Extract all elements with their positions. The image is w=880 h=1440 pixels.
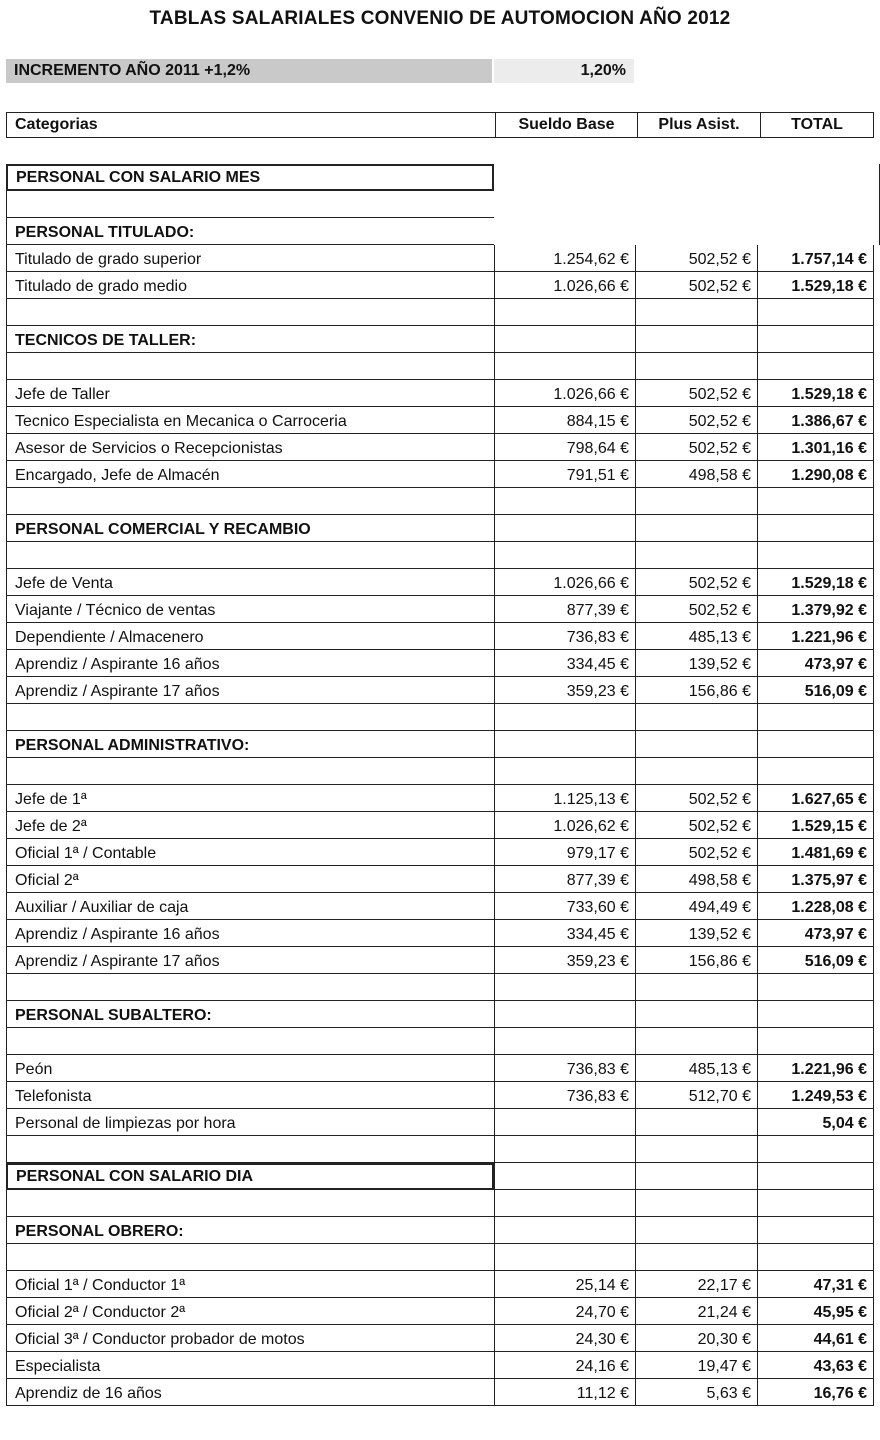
- table-row: [0, 1379, 880, 1406]
- category-cell: Oficial 3ª / Conductor probador de motos: [6, 1325, 494, 1352]
- category-cell: Telefonista: [6, 1082, 494, 1109]
- category-cell: [6, 1190, 494, 1217]
- sueldo-base-cell: 736,83 €: [494, 1055, 635, 1082]
- category-cell: Encargado, Jefe de Almacén: [6, 461, 494, 488]
- total-cell: 5,04 €: [757, 1109, 874, 1136]
- sueldo-base-cell: [494, 974, 635, 1001]
- category-cell: Titulado de grado medio: [6, 272, 494, 299]
- table-row: [0, 407, 880, 434]
- total-cell: 1.529,18 €: [757, 272, 874, 299]
- table-row: [0, 1271, 880, 1298]
- table-row: [0, 380, 880, 407]
- plus-asist-cell: [635, 1001, 757, 1028]
- sueldo-base-cell: [494, 1217, 635, 1244]
- table-row: [0, 1055, 880, 1082]
- blank-row: [0, 353, 880, 380]
- sueldo-base-cell: [494, 1163, 635, 1190]
- total-cell: 44,61 €: [757, 1325, 874, 1352]
- category-cell: Jefe de 1ª: [6, 785, 494, 812]
- plus-asist-cell: 502,52 €: [635, 812, 757, 839]
- blank-row: [0, 542, 880, 569]
- page-title: TABLAS SALARIALES CONVENIO DE AUTOMOCION AÑO 2012: [149, 8, 731, 29]
- total-cell: 1.386,67 €: [757, 407, 874, 434]
- total-cell: 1.529,15 €: [757, 812, 874, 839]
- increment-value: 1,20%: [494, 59, 634, 83]
- section-header-row: [0, 731, 880, 758]
- sueldo-base-cell: [494, 1244, 635, 1271]
- category-cell: [6, 191, 494, 218]
- plus-asist-cell: 502,52 €: [635, 407, 757, 434]
- right-edge: [873, 191, 880, 218]
- sueldo-base-cell: [494, 488, 635, 515]
- total-cell: 16,76 €: [757, 1379, 874, 1406]
- total-cell: [757, 1028, 874, 1055]
- plus-asist-cell: [635, 1163, 757, 1190]
- total-cell: [757, 1244, 874, 1271]
- plus-asist-cell: 502,52 €: [635, 569, 757, 596]
- table-row: [0, 1352, 880, 1379]
- category-cell: [6, 758, 494, 785]
- table-row: [0, 461, 880, 488]
- category-cell: [6, 542, 494, 569]
- category-cell: Personal de limpiezas por hora: [6, 1109, 494, 1136]
- sueldo-base-cell: 1.026,66 €: [494, 272, 635, 299]
- sueldo-base-cell: 877,39 €: [494, 866, 635, 893]
- category-cell: Especialista: [6, 1352, 494, 1379]
- sueldo-base-cell: 1.026,66 €: [494, 380, 635, 407]
- plus-asist-cell: 485,13 €: [635, 1055, 757, 1082]
- sueldo-base-cell: [494, 326, 635, 353]
- total-cell: [757, 1217, 874, 1244]
- plus-asist-cell: [635, 1136, 757, 1163]
- blank-row: [0, 974, 880, 1001]
- header-total: TOTAL: [761, 113, 874, 138]
- total-cell: 473,97 €: [757, 920, 874, 947]
- plus-asist-cell: 512,70 €: [635, 1082, 757, 1109]
- sueldo-base-cell: 979,17 €: [494, 839, 635, 866]
- plus-asist-cell: [635, 1109, 757, 1136]
- category-cell: Jefe de Taller: [6, 380, 494, 407]
- sueldo-base-cell: 877,39 €: [494, 596, 635, 623]
- total-cell: [757, 1001, 874, 1028]
- plus-asist-cell: 502,52 €: [635, 596, 757, 623]
- category-cell: [6, 704, 494, 731]
- total-cell: 1.529,18 €: [757, 380, 874, 407]
- category-cell: PERSONAL TITULADO:: [6, 218, 494, 245]
- plus-asist-cell: 139,52 €: [635, 920, 757, 947]
- total-cell: [757, 731, 874, 758]
- total-cell: 1.529,18 €: [757, 569, 874, 596]
- plus-asist-cell: [635, 1028, 757, 1055]
- plus-asist-cell: 498,58 €: [635, 461, 757, 488]
- total-cell: [757, 299, 874, 326]
- plus-asist-cell: 485,13 €: [635, 623, 757, 650]
- blank-row: [0, 1190, 880, 1217]
- sueldo-base-cell: [494, 542, 635, 569]
- plus-asist-cell: 21,24 €: [635, 1298, 757, 1325]
- sueldo-base-cell: 24,16 €: [494, 1352, 635, 1379]
- plus-asist-cell: 502,52 €: [635, 245, 757, 272]
- category-cell: Dependiente / Almacenero: [6, 623, 494, 650]
- sueldo-base-cell: [494, 1136, 635, 1163]
- table-row: [0, 1325, 880, 1352]
- plus-asist-cell: 502,52 €: [635, 380, 757, 407]
- plus-asist-cell: 19,47 €: [635, 1352, 757, 1379]
- table-row: [0, 920, 880, 947]
- blank-row: [0, 704, 880, 731]
- plus-asist-cell: 5,63 €: [635, 1379, 757, 1406]
- category-cell: Tecnico Especialista en Mecanica o Carroceria: [6, 407, 494, 434]
- table-row: [0, 434, 880, 461]
- sueldo-base-cell: 1.026,66 €: [494, 569, 635, 596]
- plus-asist-cell: [635, 353, 757, 380]
- category-cell: PERSONAL ADMINISTRATIVO:: [6, 731, 494, 758]
- table-row: [0, 866, 880, 893]
- sueldo-base-cell: 884,15 €: [494, 407, 635, 434]
- section-header-row: [0, 515, 880, 542]
- table-row: [0, 596, 880, 623]
- total-cell: 1.379,92 €: [757, 596, 874, 623]
- sueldo-base-cell: [494, 299, 635, 326]
- total-cell: [757, 704, 874, 731]
- sueldo-base-cell: 1.026,62 €: [494, 812, 635, 839]
- total-cell: 1.228,08 €: [757, 893, 874, 920]
- total-cell: 47,31 €: [757, 1271, 874, 1298]
- plus-asist-cell: 502,52 €: [635, 785, 757, 812]
- total-cell: 1.221,96 €: [757, 623, 874, 650]
- plus-asist-cell: 498,58 €: [635, 866, 757, 893]
- category-cell: [6, 488, 494, 515]
- plus-asist-cell: 494,49 €: [635, 893, 757, 920]
- plus-asist-cell: [635, 1244, 757, 1271]
- sueldo-base-cell: [494, 515, 635, 542]
- sueldo-base-cell: 11,12 €: [494, 1379, 635, 1406]
- total-cell: [757, 974, 874, 1001]
- category-cell: Auxiliar / Auxiliar de caja: [6, 893, 494, 920]
- blank-row: [0, 1136, 880, 1163]
- table-row: [0, 677, 880, 704]
- column-header-row: [6, 112, 874, 138]
- plus-asist-cell: 139,52 €: [635, 650, 757, 677]
- total-cell: [757, 758, 874, 785]
- sueldo-base-cell: 24,30 €: [494, 1325, 635, 1352]
- sueldo-base-cell: 359,23 €: [494, 947, 635, 974]
- plus-asist-cell: [635, 1190, 757, 1217]
- total-cell: 43,63 €: [757, 1352, 874, 1379]
- total-cell: 1.290,08 €: [757, 461, 874, 488]
- salary-table: [0, 164, 880, 1406]
- section-header-row: [0, 326, 880, 353]
- plus-asist-cell: 20,30 €: [635, 1325, 757, 1352]
- sueldo-base-cell: 25,14 €: [494, 1271, 635, 1298]
- category-cell: PERSONAL SUBALTERO:: [6, 1001, 494, 1028]
- plus-asist-cell: [635, 731, 757, 758]
- plus-asist-cell: 502,52 €: [635, 434, 757, 461]
- table-row: [0, 650, 880, 677]
- category-cell: Aprendiz / Aspirante 16 años: [6, 920, 494, 947]
- blank-row: [0, 191, 880, 218]
- category-cell: PERSONAL COMERCIAL Y RECAMBIO: [6, 515, 494, 542]
- category-cell: Oficial 2ª / Conductor 2ª: [6, 1298, 494, 1325]
- group-header-row: [0, 1163, 880, 1190]
- category-cell: Aprendiz de 16 años: [6, 1379, 494, 1406]
- sueldo-base-cell: [494, 1190, 635, 1217]
- plus-asist-cell: [635, 1217, 757, 1244]
- total-cell: 516,09 €: [757, 677, 874, 704]
- category-cell: Viajante / Técnico de ventas: [6, 596, 494, 623]
- sueldo-base-cell: 733,60 €: [494, 893, 635, 920]
- total-cell: [757, 515, 874, 542]
- total-cell: [757, 488, 874, 515]
- increment-label: INCREMENTO AÑO 2011 +1,2%: [6, 59, 492, 83]
- category-cell: Aprendiz / Aspirante 16 años: [6, 650, 494, 677]
- sueldo-base-cell: 736,83 €: [494, 623, 635, 650]
- table-row: [0, 893, 880, 920]
- category-cell: Aprendiz / Aspirante 17 años: [6, 677, 494, 704]
- table-row: [0, 1109, 880, 1136]
- total-cell: [757, 542, 874, 569]
- table-row: [0, 1082, 880, 1109]
- plus-asist-cell: 502,52 €: [635, 272, 757, 299]
- table-row: [0, 947, 880, 974]
- plus-asist-cell: [635, 704, 757, 731]
- section-header-row: [0, 218, 880, 245]
- sueldo-base-cell: [494, 1028, 635, 1055]
- total-cell: 1.627,65 €: [757, 785, 874, 812]
- category-cell: [6, 353, 494, 380]
- plus-asist-cell: [635, 758, 757, 785]
- blank-row: [0, 758, 880, 785]
- category-cell: Jefe de Venta: [6, 569, 494, 596]
- section-header-row: [0, 1217, 880, 1244]
- plus-asist-cell: [635, 488, 757, 515]
- group-header-row: [0, 164, 880, 191]
- category-cell: [6, 974, 494, 1001]
- total-cell: 1.249,53 €: [757, 1082, 874, 1109]
- plus-asist-cell: 502,52 €: [635, 839, 757, 866]
- total-cell: [757, 326, 874, 353]
- plus-asist-cell: [635, 542, 757, 569]
- plus-asist-cell: [635, 326, 757, 353]
- category-cell: Oficial 1ª / Contable: [6, 839, 494, 866]
- table-row: [0, 569, 880, 596]
- total-cell: 1.301,16 €: [757, 434, 874, 461]
- table-row: [0, 1298, 880, 1325]
- total-cell: [757, 1136, 874, 1163]
- sueldo-base-cell: 334,45 €: [494, 920, 635, 947]
- category-cell: Oficial 2ª: [6, 866, 494, 893]
- sueldo-base-cell: 24,70 €: [494, 1298, 635, 1325]
- category-cell: Jefe de 2ª: [6, 812, 494, 839]
- blank-row: [0, 1244, 880, 1271]
- blank-row: [0, 488, 880, 515]
- header-sueldo-base: Sueldo Base: [496, 113, 638, 138]
- blank-row: [0, 299, 880, 326]
- category-cell: [6, 1136, 494, 1163]
- table-row: [0, 839, 880, 866]
- total-cell: 1.757,14 €: [757, 245, 874, 272]
- category-cell: [6, 299, 494, 326]
- sueldo-base-cell: [494, 353, 635, 380]
- table-row: [0, 245, 880, 272]
- sueldo-base-cell: [494, 1109, 635, 1136]
- category-cell: PERSONAL OBRERO:: [6, 1217, 494, 1244]
- category-cell: PERSONAL CON SALARIO MES: [6, 164, 494, 191]
- sueldo-base-cell: [494, 1001, 635, 1028]
- total-cell: 1.375,97 €: [757, 866, 874, 893]
- header-categorias: Categorias: [7, 113, 496, 138]
- blank-row: [0, 1028, 880, 1055]
- sueldo-base-cell: 359,23 €: [494, 677, 635, 704]
- sueldo-base-cell: 334,45 €: [494, 650, 635, 677]
- table-row: [0, 785, 880, 812]
- total-cell: [757, 353, 874, 380]
- category-cell: Asesor de Servicios o Recepcionistas: [6, 434, 494, 461]
- total-cell: 45,95 €: [757, 1298, 874, 1325]
- sueldo-base-cell: 798,64 €: [494, 434, 635, 461]
- plus-asist-cell: [635, 515, 757, 542]
- sueldo-base-cell: 736,83 €: [494, 1082, 635, 1109]
- plus-asist-cell: [635, 299, 757, 326]
- plus-asist-cell: [635, 974, 757, 1001]
- sueldo-base-cell: [494, 758, 635, 785]
- sueldo-base-cell: 1.125,13 €: [494, 785, 635, 812]
- table-row: [0, 272, 880, 299]
- header-plus-asist: Plus Asist.: [638, 113, 761, 138]
- sueldo-base-cell: 1.254,62 €: [494, 245, 635, 272]
- total-cell: 516,09 €: [757, 947, 874, 974]
- total-cell: 473,97 €: [757, 650, 874, 677]
- category-cell: PERSONAL CON SALARIO DIA: [6, 1163, 494, 1190]
- table-row: [0, 812, 880, 839]
- right-edge: [873, 218, 880, 245]
- right-edge: [873, 164, 880, 191]
- category-cell: Oficial 1ª / Conductor 1ª: [6, 1271, 494, 1298]
- total-cell: 1.481,69 €: [757, 839, 874, 866]
- category-cell: TECNICOS DE TALLER:: [6, 326, 494, 353]
- category-cell: [6, 1244, 494, 1271]
- category-cell: Peón: [6, 1055, 494, 1082]
- sueldo-base-cell: [494, 704, 635, 731]
- total-cell: 1.221,96 €: [757, 1055, 874, 1082]
- sueldo-base-cell: [494, 731, 635, 758]
- plus-asist-cell: 22,17 €: [635, 1271, 757, 1298]
- total-cell: [757, 1190, 874, 1217]
- sueldo-base-cell: 791,51 €: [494, 461, 635, 488]
- category-cell: Aprendiz / Aspirante 17 años: [6, 947, 494, 974]
- table-row: [0, 623, 880, 650]
- category-cell: Titulado de grado superior: [6, 245, 494, 272]
- plus-asist-cell: 156,86 €: [635, 947, 757, 974]
- section-header-row: [0, 1001, 880, 1028]
- category-cell: [6, 1028, 494, 1055]
- plus-asist-cell: 156,86 €: [635, 677, 757, 704]
- total-cell: [757, 1163, 874, 1190]
